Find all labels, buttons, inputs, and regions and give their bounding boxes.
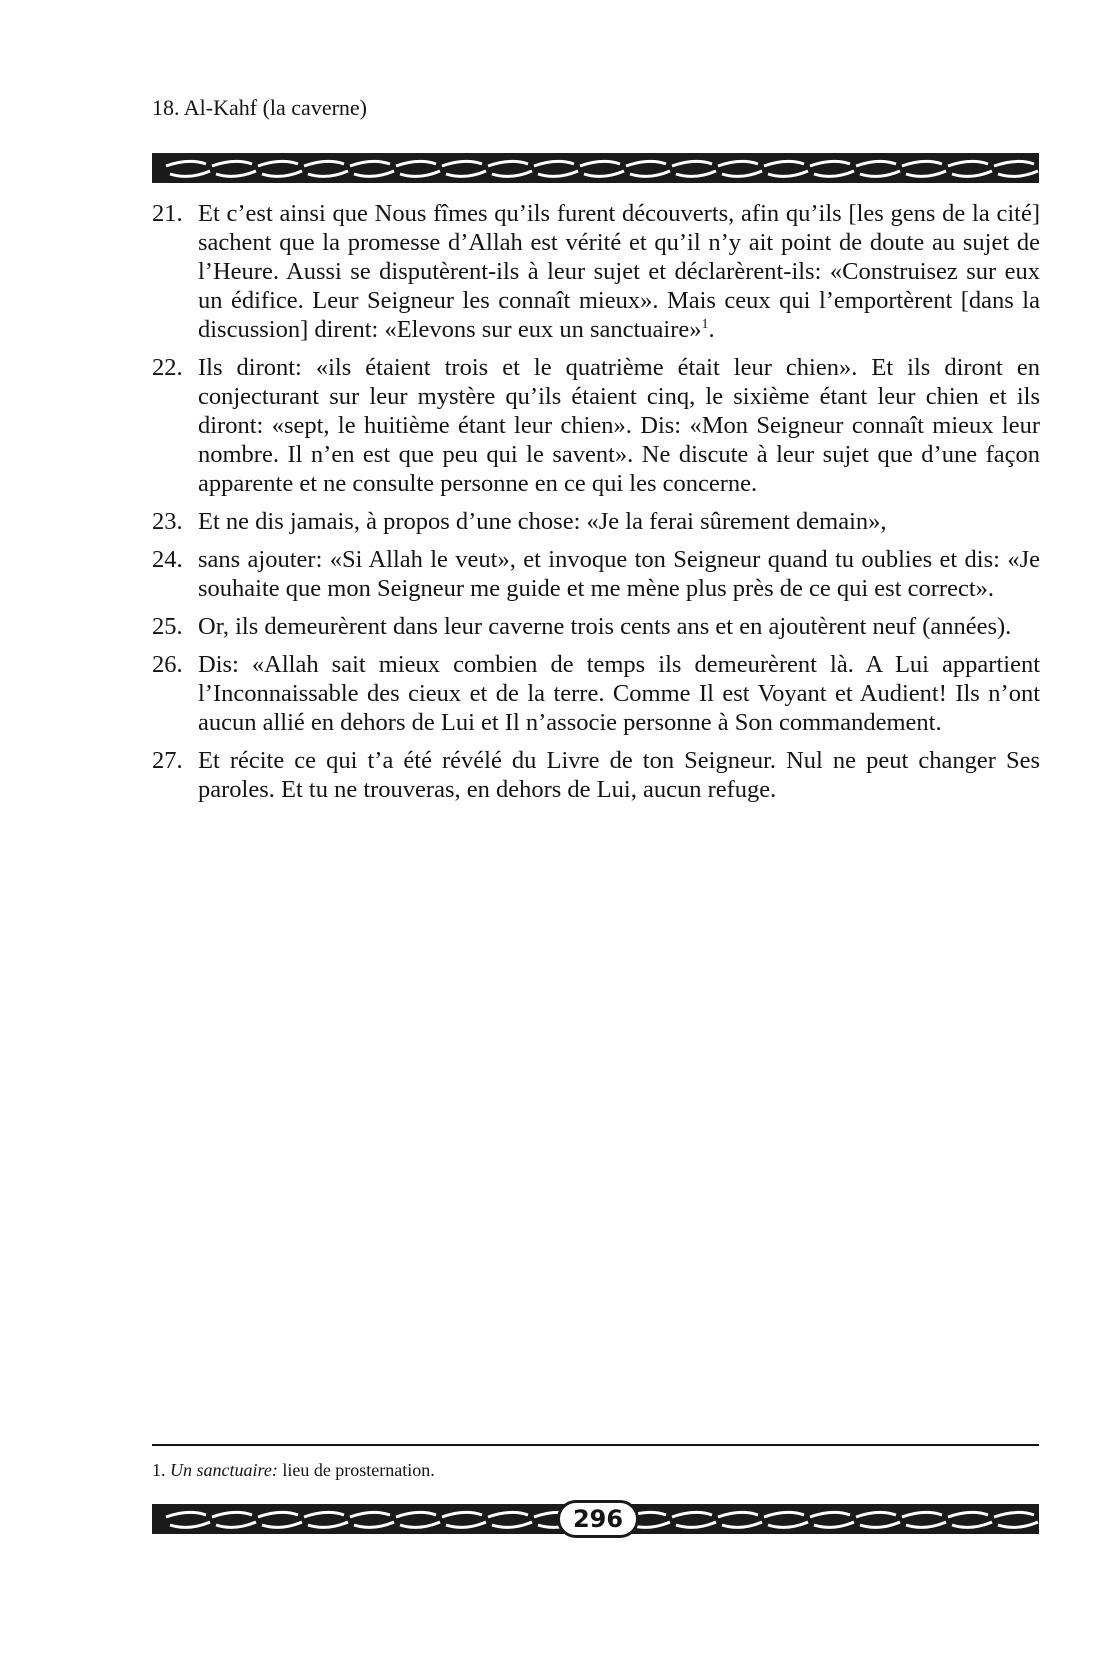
chain-link [304,161,344,166]
footnote-ref: 1 [701,316,709,332]
chain-link [488,1512,528,1517]
chain-link [856,161,896,166]
chain-link [814,171,854,176]
verse-number: 27. [152,747,183,774]
chain-link [442,1512,482,1517]
page-number: 296 [557,1500,639,1538]
chain-link [258,161,298,166]
chain-link [902,1512,942,1517]
chain-link [396,161,436,166]
footnote [152,1460,435,1481]
chain-link [676,1522,716,1527]
chain-link [626,161,666,166]
chain-link [212,1512,252,1517]
chain-link [856,1512,896,1517]
chain-link [630,171,670,176]
chain-link [810,161,850,166]
chain-link [166,161,206,166]
ornamental-band-top [152,153,1039,183]
verse-tail: . [708,316,715,343]
verse-text: Or, ils demeurèrent dans leur caverne trois cents ans et en ajoutèrent neuf (années). [198,613,1012,640]
running-head: 18. Al-Kahf (la caverne) [152,95,368,120]
chain-link [350,161,390,166]
chain-link [994,1512,1034,1517]
chain-link [354,171,394,176]
chain-link [718,1512,758,1517]
chain-link [262,1522,302,1527]
chain-link [948,1512,988,1517]
verse-text: Et ne dis jamais, à propos d’une chose: «Je la ferai sûrement demain», [198,508,887,535]
verse-text: Dis: «Allah sait mieux combien de temps ils demeurèrent là. A Lui appartient l’Inconnaissable des cieux et de la terre. Comme Il est Voyant et Audient! Ils n’ont aucun allié en dehors de Lui et Il n’associe personne à Son commandement. [198,651,1040,736]
chain-link [442,161,482,166]
chain-link [262,171,302,176]
chain-link [170,1522,210,1527]
chain-link [584,171,624,176]
chain-link [722,171,762,176]
chain-link [216,171,256,176]
chain-link [860,1522,900,1527]
verse-number: 24. [152,546,183,573]
chain-link [446,1522,486,1527]
chain-link [722,1522,762,1527]
footnote-term: Un sanctuaire: [170,1460,278,1480]
chain-link [308,1522,348,1527]
verse-23 [152,507,1040,536]
chain-link [258,1512,298,1517]
chain-link [170,171,210,176]
verse-21 [152,199,1040,344]
verse-25 [152,612,1040,641]
chain-link [400,1522,440,1527]
verse-number: 23. [152,508,183,535]
chain-link [906,1522,946,1527]
chain-link [350,1512,390,1517]
chain-link [304,1512,344,1517]
chain-link [672,161,712,166]
verse-24 [152,545,1040,603]
chain-link [902,161,942,166]
verse-number: 25. [152,613,183,640]
chain-link [396,1512,436,1517]
chain-link [216,1522,256,1527]
chain-link [492,171,532,176]
chain-link [534,161,574,166]
chain-link [906,171,946,176]
chain-link [492,1522,532,1527]
chain-link [580,161,620,166]
verse-text: sans ajouter: «Si Allah le veut», et invoque ton Seigneur quand tu oublies et dis: «Je souhaite que mon Seigneur me guide et me mène plus près de ce qui est correct». [198,546,1040,602]
footnote-divider [152,1444,1039,1446]
chain-link [354,1522,394,1527]
chain-link [768,171,808,176]
chain-link [676,171,716,176]
verse-text: Ils diront: «ils étaient trois et le quatrième était leur chien». Et ils diront en conjecturant sur leur mystère qu’ils étaient cinq, le sixième étant leur chien et ils diront: «sept, le huitième étant leur chien». Dis: «Mon Seigneur connaît mieux leur nombre. Il n’en est que peu qui le savent». Ne discute à leur sujet que d’une façon apparente et ne consulte personne en ce qui les concerne. [198,354,1040,497]
chain-link [672,1512,712,1517]
verse-number: 22. [152,354,183,381]
chain-link [538,171,578,176]
verse-text: Et c’est ainsi que Nous fîmes qu’ils furent découverts, afin qu’ils [les gens de la cité] sachent que la promesse d’Allah est vérité et qu’il n’y ait point de doute au sujet de l’Heure. Aussi se disputèrent-ils à leur sujet et déclarèrent-ils: «Construisez sur eux un édifice. Leur Seigneur les connaît mieux». Mais ceux qui l’emportèrent [dans la discussion] dirent: «Elevons sur eux un sanctuaire» [198,200,1040,343]
chain-link [166,1512,206,1517]
verse-22 [152,353,1040,498]
chain-link [948,161,988,166]
chain-link [488,161,528,166]
chain-link [446,171,486,176]
verse-number: 21. [152,200,183,227]
verse-list [152,199,1040,813]
chain-link [764,1512,804,1517]
verse-26 [152,650,1040,737]
chain-link [860,171,900,176]
chain-link [998,171,1038,176]
chain-link [952,171,992,176]
verse-27 [152,746,1040,804]
chain-link [718,161,758,166]
verse-number: 26. [152,651,183,678]
chain-link [810,1512,850,1517]
chain-link [814,1522,854,1527]
footnote-text: lieu de prosternation. [282,1460,435,1480]
chain-link [998,1522,1038,1527]
chain-link [400,171,440,176]
chain-link [212,161,252,166]
verse-text: Et récite ce qui t’a été révélé du Livre de ton Seigneur. Nul ne peut changer Ses paroles. Et tu ne trouveras, en dehors de Lui, aucun refuge. [198,747,1040,803]
footnote-number: 1. [152,1460,166,1480]
chain-link [994,161,1034,166]
chain-link [952,1522,992,1527]
chain-ornament-top [152,153,1039,183]
chain-link [768,1522,808,1527]
chain-link [764,161,804,166]
chain-link [308,171,348,176]
